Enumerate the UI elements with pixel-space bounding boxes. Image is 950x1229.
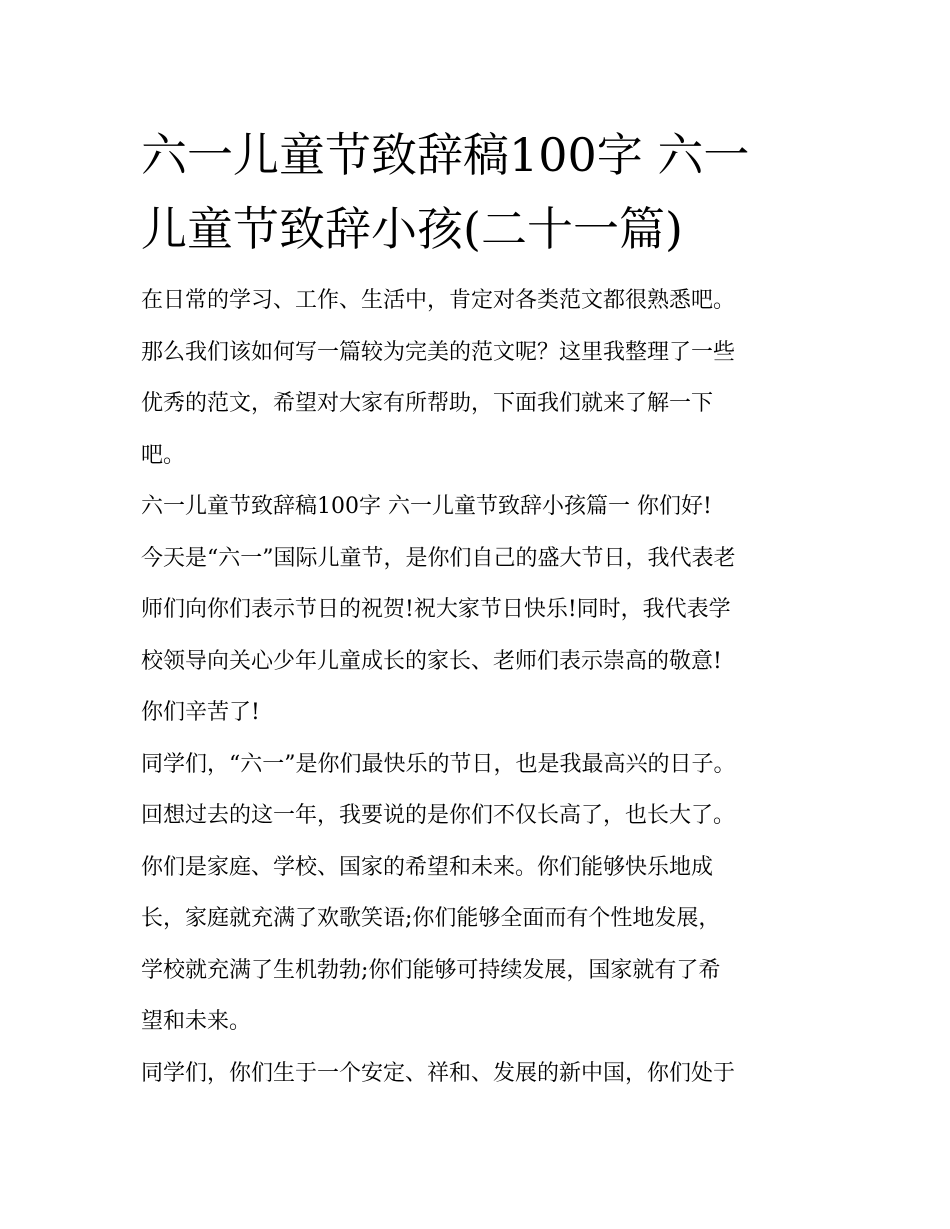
body-line: 学校就充满了生机勃勃;你们能够可持续发展，国家就有了希: [141, 957, 721, 983]
body-line: 回想过去的这一年，我要说的是你们不仅长高了，也长大了。: [141, 803, 736, 828]
title-line-2: 儿童节致辞小孩(二十一篇): [141, 202, 683, 256]
body-line: 今天是“六一”国际儿童节，是你们自己的盛大节日，我代表老: [141, 545, 736, 571]
title-line-1: 六一儿童节致辞稿100字 六一: [141, 128, 750, 182]
body-line: 同学们，你们生于一个安定、祥和、发展的新中国，你们处于: [141, 1060, 736, 1086]
body-line: 校领导向关心少年儿童成长的家长、老师们表示崇高的敬意!: [141, 648, 722, 674]
body-line: 你们辛苦了!: [141, 700, 260, 725]
document-body: [141, 275, 821, 1099]
body-line: 师们向你们表示节日的祝贺!祝大家节日快乐!同时，我代表学: [141, 597, 731, 622]
body-line: 六一儿童节致辞稿100字 六一儿童节致辞小孩篇一 你们好!: [141, 494, 712, 519]
body-line: 你们是家庭、学校、国家的希望和未来。你们能够快乐地成: [141, 854, 714, 880]
document-title: [141, 118, 821, 266]
body-line: 望和未来。: [141, 1009, 252, 1034]
body-line: 在日常的学习、工作、生活中，肯定对各类范文都很熟悉吧。: [141, 288, 736, 313]
body-line: 那么我们该如何写一篇较为完美的范文呢？这里我整理了一些: [141, 339, 736, 365]
body-line: 同学们，“六一”是你们最快乐的节日，也是我最高兴的日子。: [141, 751, 736, 777]
body-line: 吧。: [141, 442, 186, 468]
body-line: 长，家庭就充满了欢歌笑语;你们能够全面而有个性地发展，: [141, 906, 721, 931]
body-line: 优秀的范文，希望对大家有所帮助，下面我们就来了解一下: [141, 391, 714, 416]
